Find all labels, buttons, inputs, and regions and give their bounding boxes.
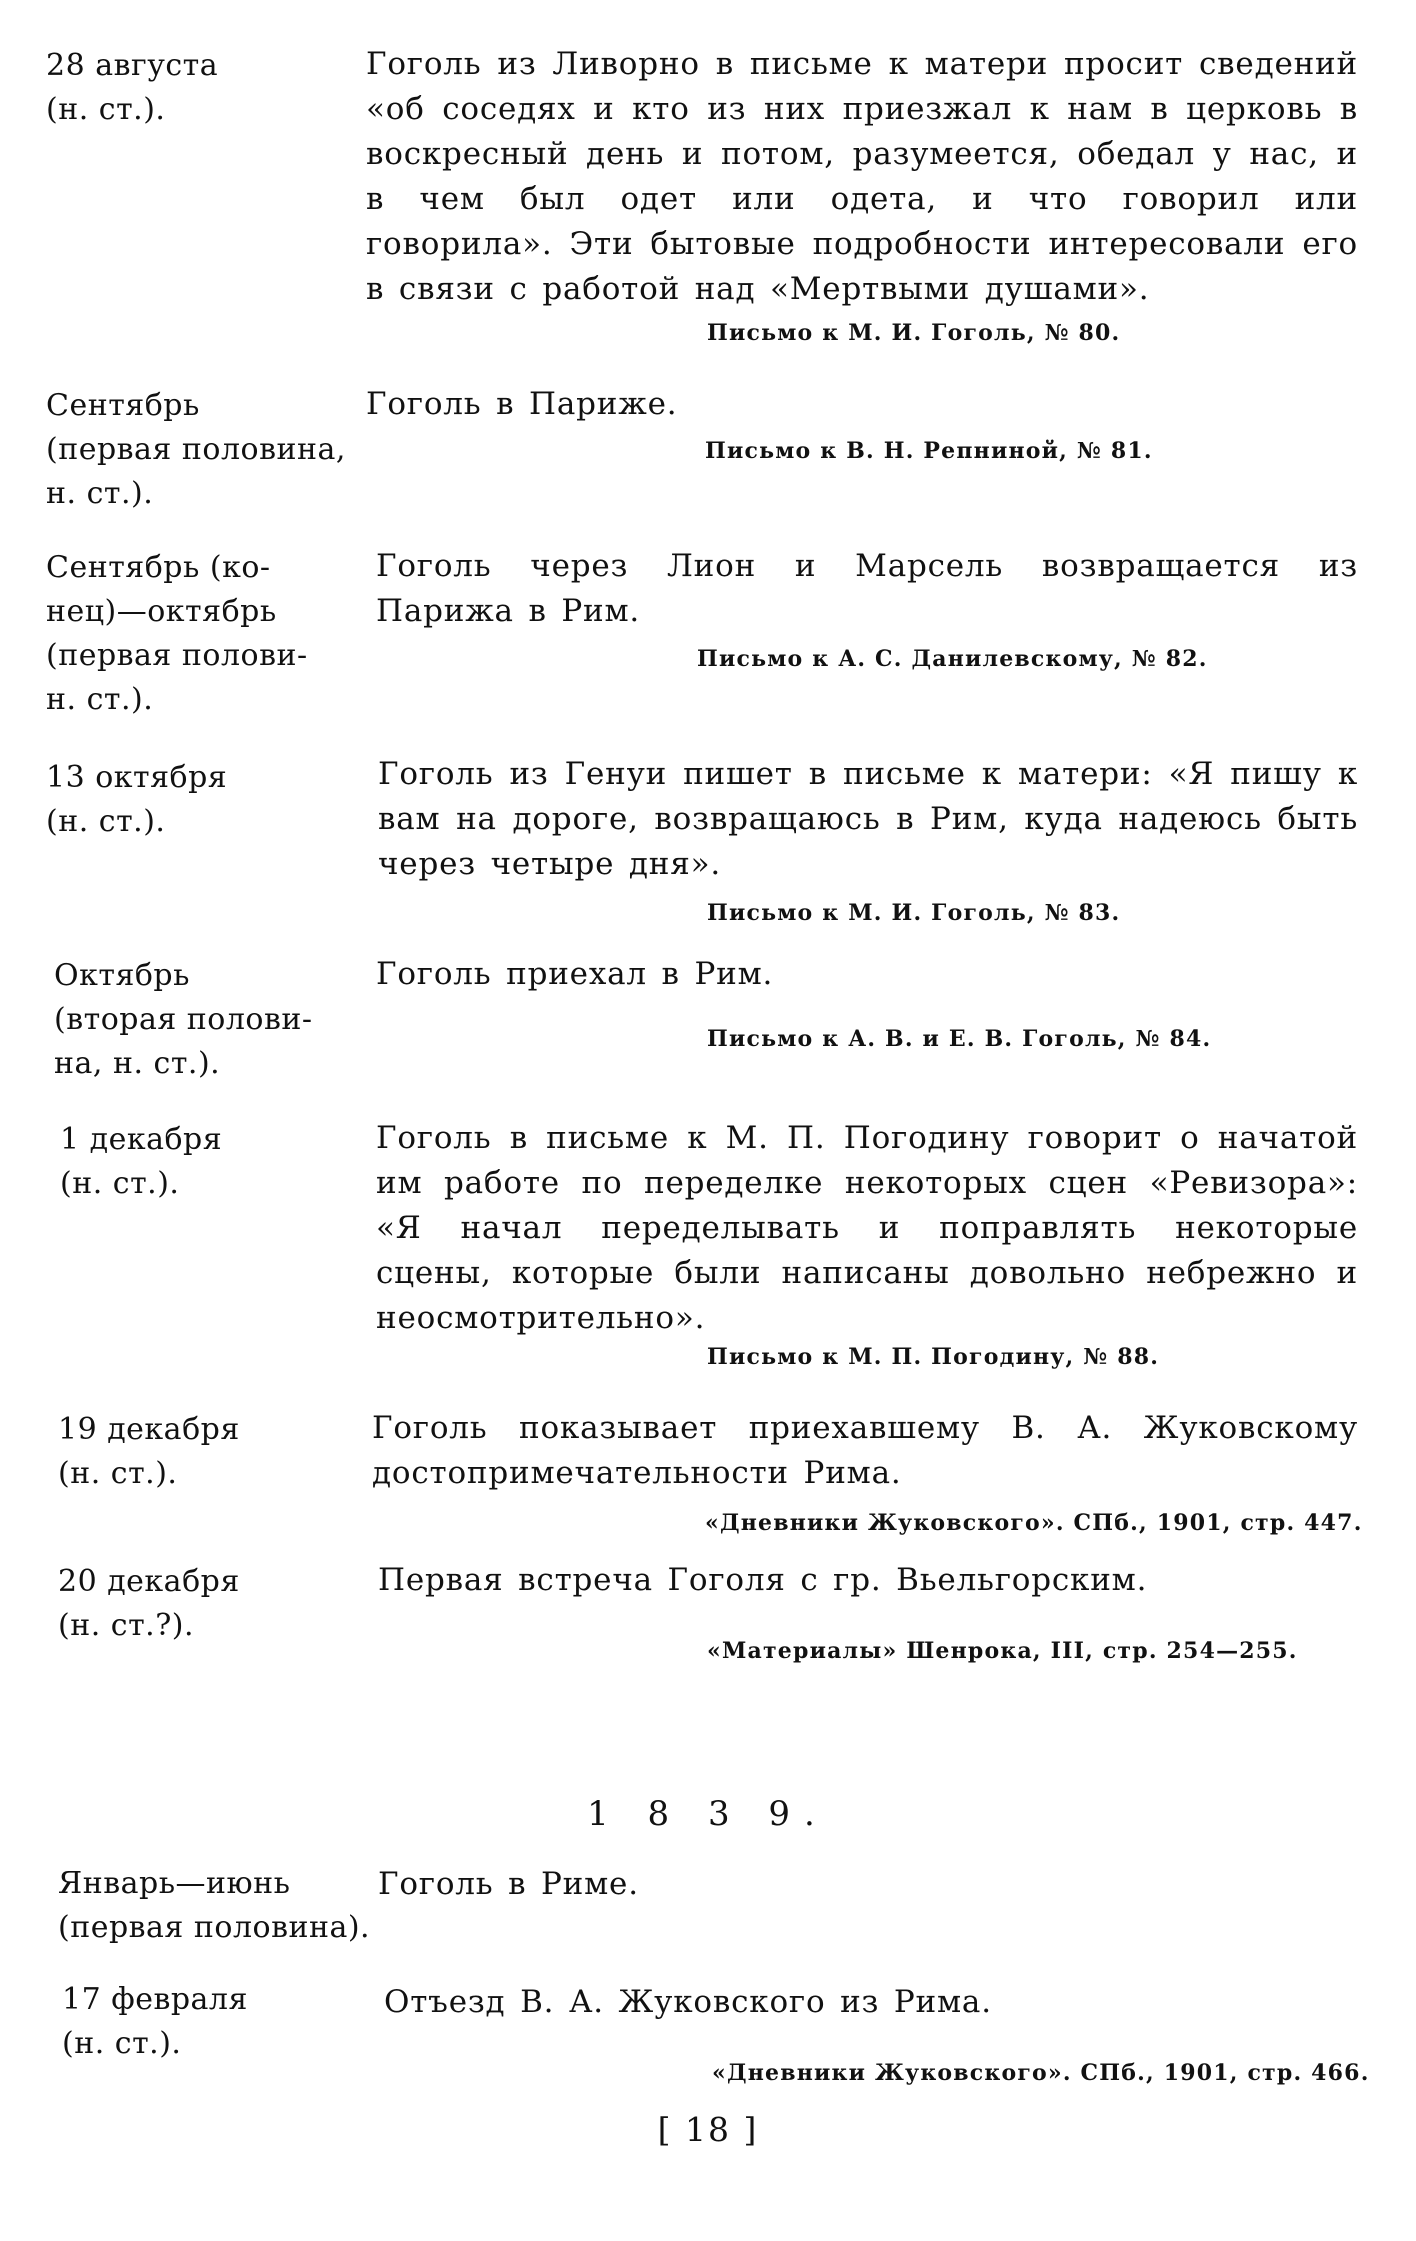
entry-source: «Материалы» Шенрока, III, стр. 254—255.	[707, 1638, 1298, 1664]
entry-source: Письмо к М. И. Гоголь, № 83.	[707, 900, 1121, 926]
entry-date-line: 13 октября	[46, 760, 228, 795]
entry-text: Гоголь в Париже.	[366, 386, 678, 422]
entry-date	[60, 1118, 380, 1206]
entry-date-line: 17 февраля	[62, 1982, 248, 2017]
entry-date-line: (н. ст.).	[46, 92, 166, 127]
entry-date	[58, 1560, 378, 1648]
entry-date-line: (н. ст.).	[46, 804, 166, 839]
entry-source: Письмо к М. И. Гоголь, № 80.	[707, 320, 1121, 346]
entry-source: «Дневники Жуковского». СПб., 1901, стр. 466.	[712, 2060, 1370, 2086]
entry-text: Гоголь из Ливорно в письме к матери просит сведений «об соседях и кто из них приезжал к нам в церковь в воскресный день и потом, разумеется, обедал у нас, и в чем был одет или одета, и что говорил или говорила». Эти бытовые подробности интересовали его в связи с работой над «Мертвыми душами».	[366, 46, 1358, 307]
entry-date	[46, 44, 366, 132]
entry-text: Гоголь через Лион и Марсель возвращается из Парижа в Рим.	[376, 548, 1358, 629]
entry-text: Гоголь в письме к М. П. Погодину говорит о начатой им работе по переделке некоторых сцен «Ревизора»: «Я начал переделывать и поправлять некоторые сцены, которые были написаны довольно небрежно и неосмотрительно».	[376, 1120, 1358, 1336]
entry-date-line: 28 августа	[46, 48, 219, 83]
entry-source: Письмо к А. В. и Е. В. Гоголь, № 84.	[707, 1026, 1212, 1052]
entry-date-line: (н. ст.).	[62, 2026, 182, 2061]
entry-date-line: Октябрь	[54, 958, 190, 993]
entry-source: «Дневники Жуковского». СПб., 1901, стр. 447.	[705, 1510, 1363, 1536]
entry-date-line: Сентябрь	[46, 388, 200, 423]
entry-date-line: 1 декабря	[60, 1122, 223, 1157]
entry-source: Письмо к А. С. Данилевскому, № 82.	[697, 646, 1208, 672]
entry-date-line: н. ст.).	[46, 682, 154, 717]
entry-source: Письмо к В. Н. Репниной, № 81.	[705, 438, 1153, 464]
entry-date	[58, 1862, 378, 1950]
entry-date-line: (первая половина,	[46, 432, 346, 467]
entry-date-line: (н. ст.?).	[58, 1608, 195, 1643]
entry-text: Гоголь показывает приехавшему В. А. Жуковскому достопримечательности Рима.	[372, 1410, 1358, 1491]
entry-date	[46, 384, 366, 516]
entry-date-line: 20 декабря	[58, 1564, 240, 1599]
entry-date	[54, 954, 374, 1086]
entry-date-line: Январь—июнь	[58, 1866, 291, 1901]
entry-date	[46, 546, 366, 722]
entry-date	[62, 1978, 382, 2066]
page-number: [ 18 ]	[657, 2110, 759, 2149]
entry-date-line: (вторая полови-	[54, 1002, 313, 1037]
entry-date	[46, 756, 366, 844]
entry-date-line: н. ст.).	[46, 476, 154, 511]
entry-date-line: (н. ст.).	[60, 1166, 180, 1201]
entry-text: Гоголь в Риме.	[378, 1866, 639, 1902]
entry-date-line: (первая полови-	[46, 638, 308, 673]
entry-date-line: Сентябрь (ко-	[46, 550, 271, 585]
year-heading: 1 8 3 9.	[587, 1794, 829, 1834]
entry-date-line: (первая половина).	[58, 1910, 371, 1945]
entry-date-line: 19 декабря	[58, 1412, 240, 1447]
entry-date-line: нец)—октябрь	[46, 594, 277, 629]
entry-text: Гоголь приехал в Рим.	[376, 956, 774, 992]
entry-date-line: на, н. ст.).	[54, 1046, 221, 1081]
entry-date-line: (н. ст.).	[58, 1456, 178, 1491]
entry-date	[58, 1408, 378, 1496]
entry-source: Письмо к М. П. Погодину, № 88.	[707, 1344, 1160, 1370]
entry-text: Гоголь из Генуи пишет в письме к матери: «Я пишу к вам на дороге, возвращаюсь в Рим, куда надеюсь быть через четыре дня».	[378, 756, 1358, 882]
entry-text: Первая встреча Гоголя с гр. Вьельгорским.	[378, 1562, 1148, 1598]
entry-text: Отъезд В. А. Жуковского из Рима.	[384, 1984, 992, 2020]
